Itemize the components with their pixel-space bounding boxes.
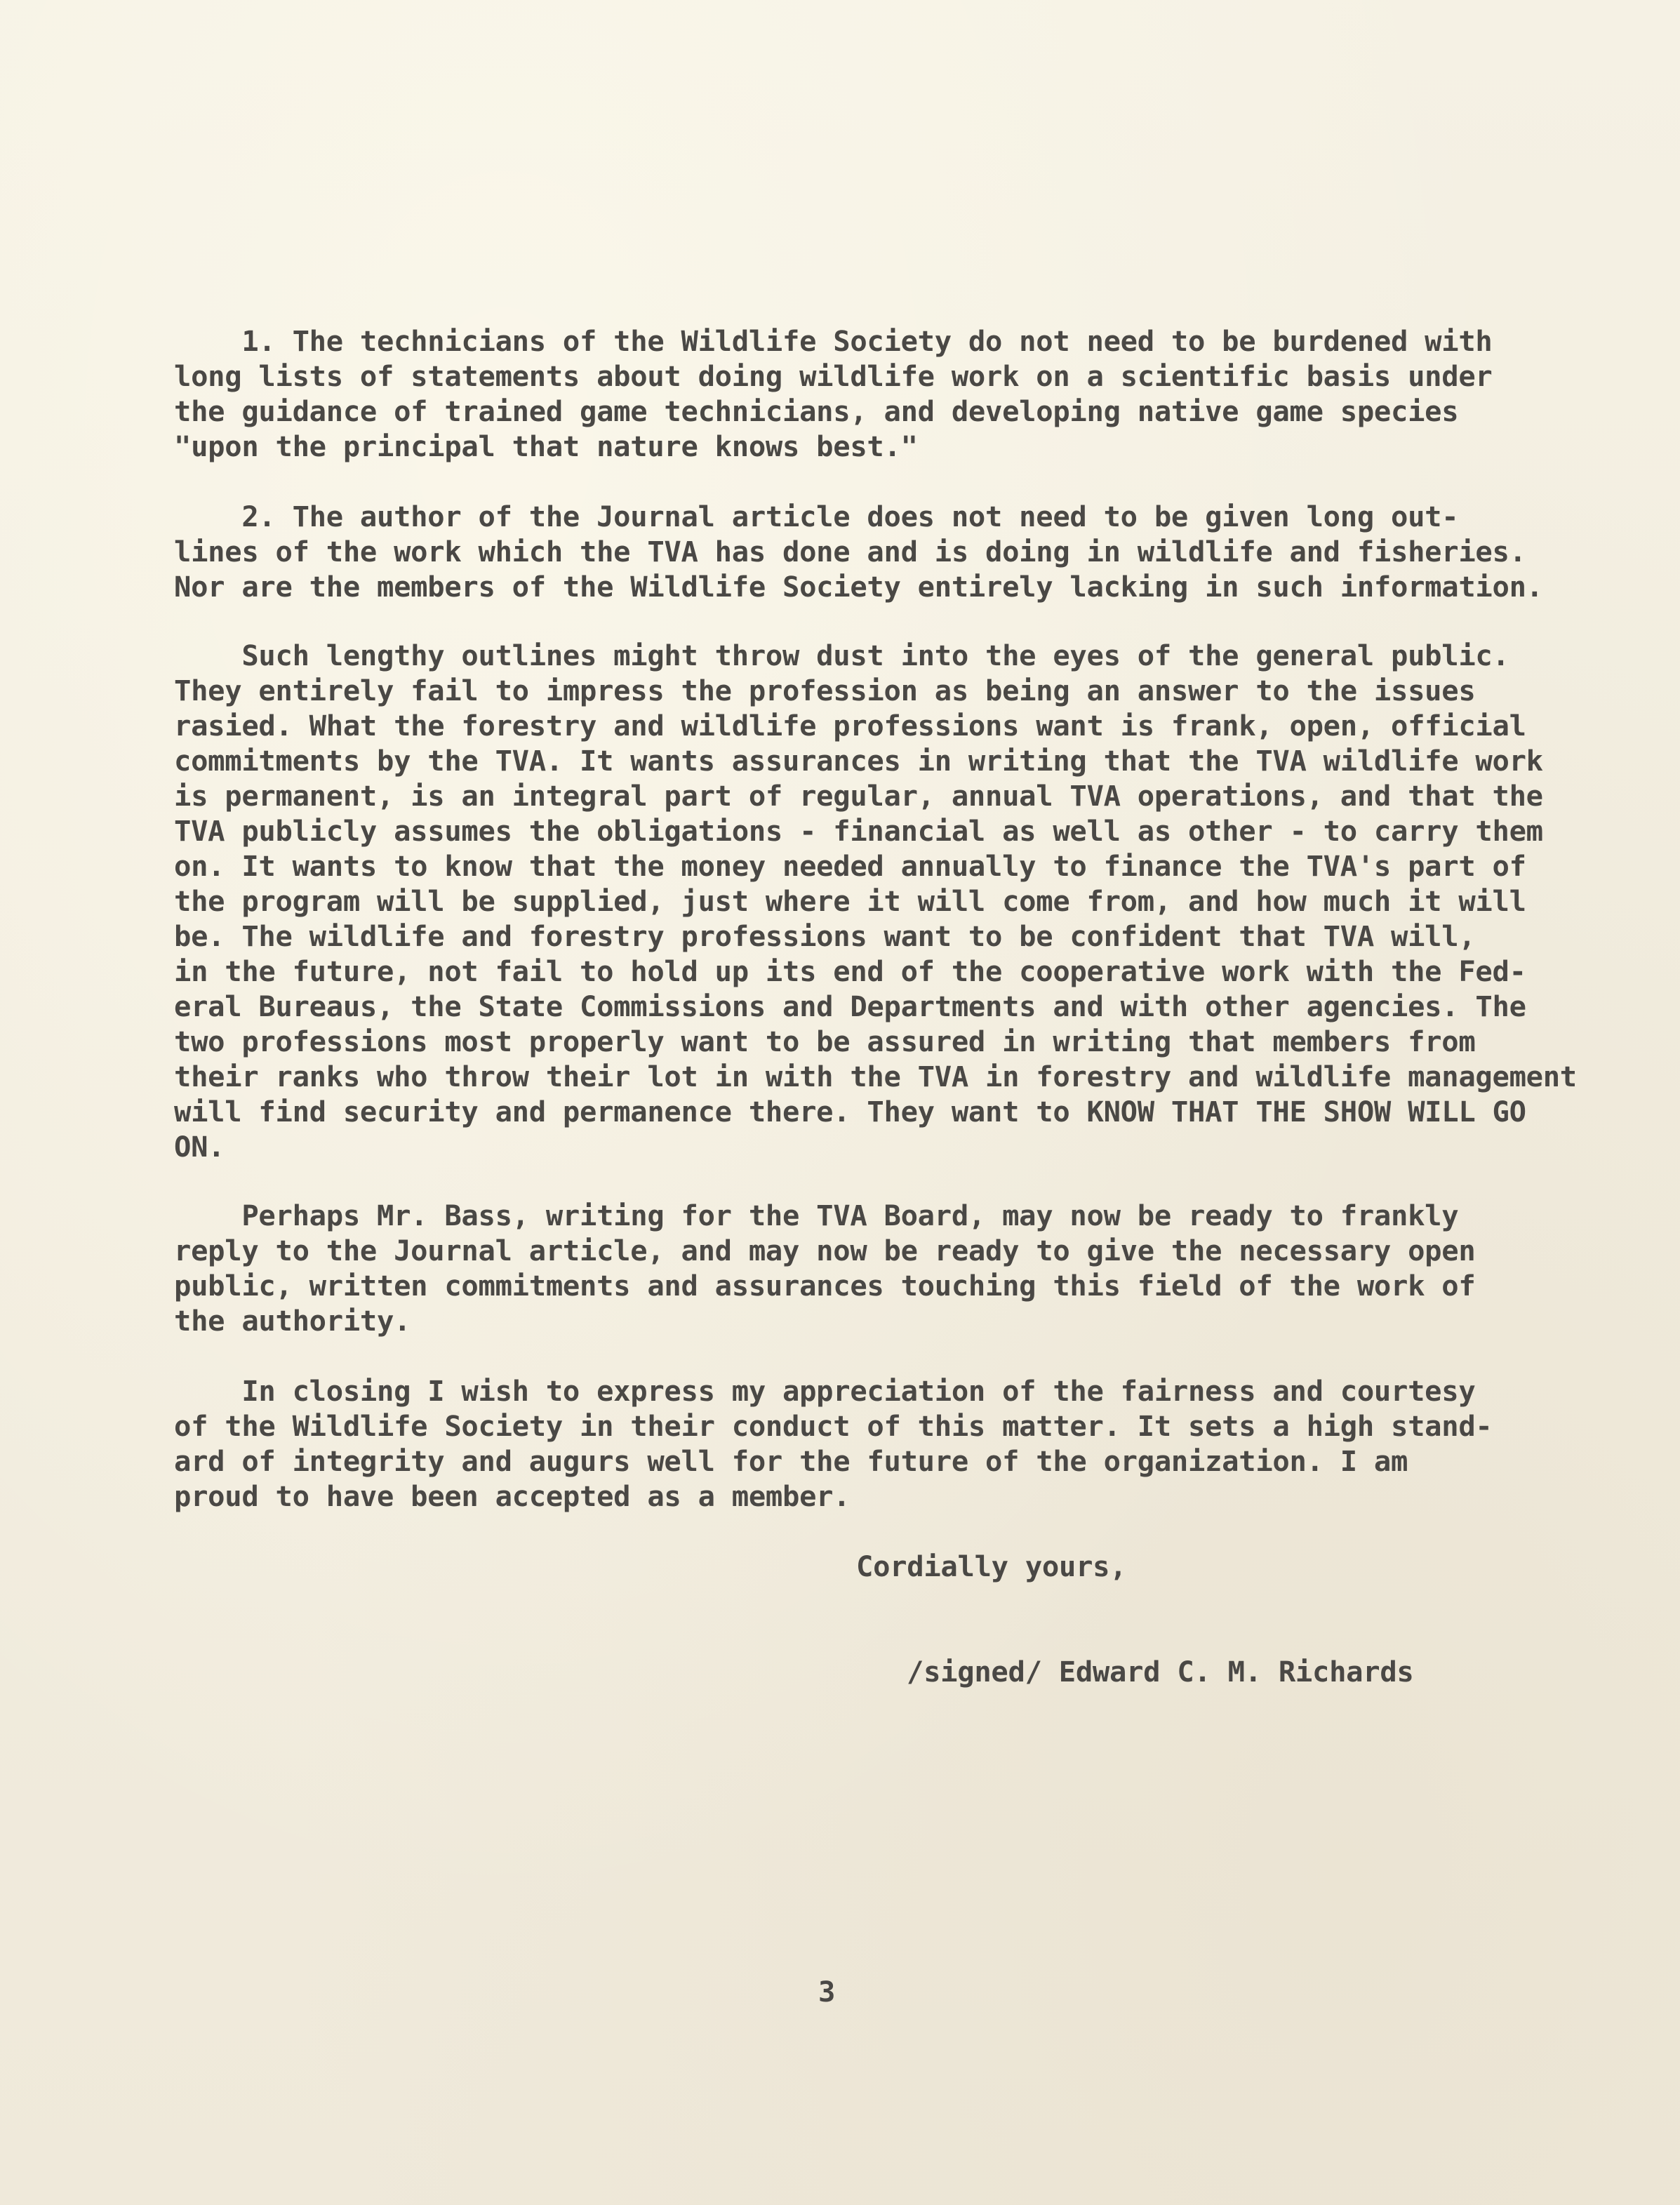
paragraph-line: on. It wants to know that the money needed annually to finance the TVA's part of — [174, 849, 1526, 883]
signature-line: /signed/ Edward C. M. Richards — [907, 1655, 1414, 1688]
closing-salutation: Cordially yours, — [856, 1550, 1127, 1583]
paragraph-line: lines of the work which the TVA has done and is doing in wildlife and fisheries. — [174, 535, 1526, 568]
paragraph-line: their ranks who throw their lot in with the TVA in forestry and wildlife management — [174, 1060, 1577, 1093]
paragraph-line: two professions most properly want to be assured in writing that members from — [174, 1025, 1476, 1058]
paragraph-line: long lists of statements about doing wildlife work on a scientific basis under — [174, 359, 1493, 393]
paragraph-line: the guidance of trained game technicians, and developing native game species — [174, 394, 1459, 428]
paragraph-line: rasied. What the forestry and wildlife professions want is frank, open, official — [174, 709, 1526, 742]
paragraph-line: reply to the Journal article, and may now be ready to give the necessary open — [174, 1234, 1476, 1267]
paragraph-line: is permanent, is an integral part of regular, annual TVA operations, and that the — [174, 779, 1543, 813]
paragraph-line: be. The wildlife and forestry professions want to be confident that TVA will, — [174, 919, 1476, 953]
paragraph-line: Perhaps Mr. Bass, writing for the TVA Board, may now be ready to frankly — [174, 1199, 1459, 1232]
paragraph-line: the authority. — [174, 1304, 411, 1338]
paragraph-line: of the Wildlife Society in their conduct of this matter. It sets a high stand- — [174, 1409, 1493, 1443]
paragraph-line: commitments by the TVA. It wants assurances in writing that the TVA wildlife work — [174, 744, 1543, 778]
paragraph-line: proud to have been accepted as a member. — [174, 1479, 851, 1513]
paragraph-line: "upon the principal that nature knows best." — [174, 429, 918, 463]
paragraph-line: ON. — [174, 1130, 225, 1164]
paragraph-line: In closing I wish to express my appreciation of the fairness and courtesy — [174, 1374, 1476, 1408]
paragraph-line: Such lengthy outlines might throw dust into the eyes of the general public. — [174, 639, 1509, 672]
page-number: 3 — [818, 1975, 836, 2009]
paragraph-line: 2. The author of the Journal article does not need to be given long out- — [174, 500, 1459, 533]
paragraph-line: They entirely fail to impress the profession as being an answer to the issues — [174, 674, 1476, 707]
paragraph-line: public, written commitments and assurances touching this field of the work of — [174, 1269, 1476, 1303]
paragraph-line: in the future, not fail to hold up its end of the cooperative work with the Fed- — [174, 954, 1526, 988]
paragraph-line: TVA publicly assumes the obligations - financial as well as other - to carry them — [174, 814, 1543, 848]
paragraph-line: will find security and permanence there. They want to KNOW THAT THE SHOW WILL GO — [174, 1095, 1526, 1128]
paragraph-line: Nor are the members of the Wildlife Society entirely lacking in such information. — [174, 570, 1543, 604]
paragraph-line: 1. The technicians of the Wildlife Society do not need to be burdened with — [174, 324, 1493, 358]
paragraph-line: ard of integrity and augurs well for the future of the organization. I am — [174, 1444, 1408, 1478]
paragraph-line: eral Bureaus, the State Commissions and Departments and with other agencies. The — [174, 990, 1526, 1023]
paragraph-line: the program will be supplied, just where it will come from, and how much it will — [174, 884, 1526, 918]
